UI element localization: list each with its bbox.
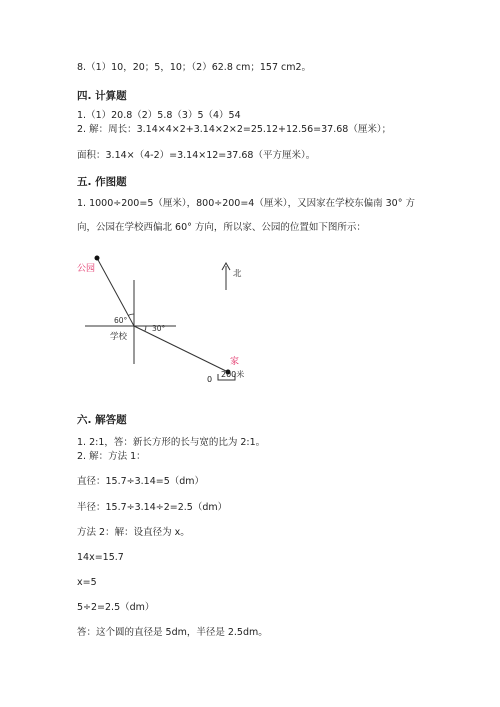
calc-answer-2: 2. 解：周长：3.14×4×2+3.14×2×2=25.12+12.56=37.68（厘米）； [77,124,392,135]
solve-radius: 半径：15.7÷3.14÷2=2.5（dm） [77,502,228,513]
solve-answer-2: 2. 解：方法 1： [77,451,146,462]
calc-answer-1: 1.（1）20.8（2）5.8（3）5（4）54 [77,110,241,121]
drawing-answer-line-2: 向，公园在学校西偏北 60° 方向，所以家、公园的位置如下图所示： [77,222,366,233]
solve-x-value: x=5 [77,577,97,588]
scale-length-label: 200米 [221,370,245,379]
solve-diameter: 直径：15.7÷3.14=5（dm） [77,476,205,487]
drawing-answer-line-1: 1. 1000÷200=5（厘米），800÷200=4（厘米），又因家在学校东偏南 30° 方 [77,198,415,209]
answer-q8: 8.（1）10，20；5，10；（2）62.8 cm；157 cm2。 [77,62,312,73]
calc-answer-2-area: 面积：3.14×（4-2）=3.14×12=37.68（平方厘米）。 [77,150,316,161]
angle-30-label: 30° [152,324,166,333]
section-heading-drawing: 五. 作图题 [77,176,127,188]
solve-answer-1: 1. 2:1，答：新长方形的长与宽的比为 2:1。 [77,437,266,448]
angle-arc-30 [145,326,146,331]
park-point [95,256,100,261]
scale-zero-label: 0 [207,375,213,384]
angle-60-label: 60° [114,316,128,325]
solve-radius-calc: 5÷2=2.5（dm） [77,602,155,613]
angle-arc-60 [128,314,134,316]
north-label: 北 [233,269,242,279]
home-label: 家 [230,357,240,367]
park-label: 公园 [77,264,96,274]
school-home-line [134,326,228,372]
solve-equation: 14x=15.7 [77,552,124,563]
school-label: 学校 [110,332,128,342]
solve-conclusion: 答：这个圆的直径是 5dm，半径是 2.5dm。 [77,627,268,638]
solve-method-2: 方法 2：解：设直径为 x。 [77,527,190,538]
section-heading-solve: 六. 解答题 [77,414,127,426]
section-heading-calc: 四. 计算题 [77,90,127,102]
